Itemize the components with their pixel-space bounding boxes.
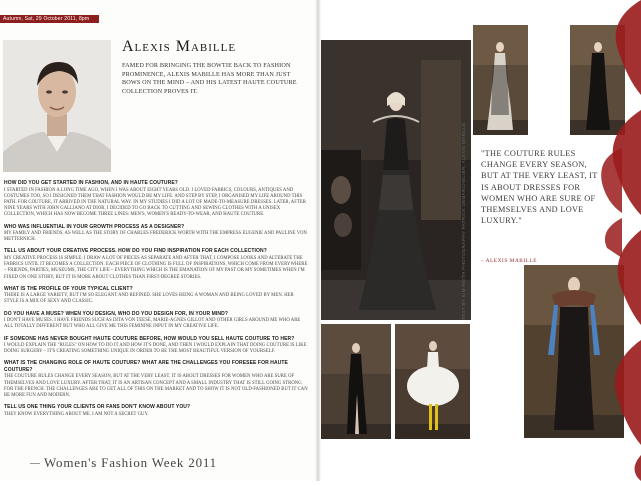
portrait-photo	[3, 40, 111, 172]
runway-photo-main	[321, 40, 471, 320]
answer: I STARTED IN FASHION A LONG TIME AGO, WHEN I WAS ABOUT EIGHT YEARS OLD. I LOVED FABRICS, COLOURS, ANTIQUES AND COSTUMES TOO, SO I DESIGNED THEM THAT FASHION WOULD BE MY LIFE. AND STEP BY STEP, I ORGANISED MY LIFE AROUND THIS PATH. FOR COUTURE, IT ARRIVED IN THE NATURAL WAY. IN MY STUDIES I DID A LOT OF MADE-TO-MEASURE DRESSES. LATER, AFTER NINE YEARS WITH JOHN GALLIANO AT DIOR, I DECIDED TO GO BACK TO CUTTING AND SEWING CLOTHES WITH A UNISEX COLLECTION, WHICH HAS NOW BECOME THREE LINES: MEN'S, WOMEN'S READY-TO-WEAR, AND HAUTE COUTURE.	[4, 187, 306, 218]
designer-portrait	[3, 40, 111, 172]
pull-quote-author: – ALEXIS MABILLE	[481, 258, 537, 264]
footer-rule	[30, 463, 40, 464]
answer: I WOULD EXPLAIN THE "RULES" ON HOW TO DO IT AND HOW IT'S DONE, AND THEN I WOULD EXPLAIN THAT DOING COUTURE IS LIKE DOING SURGERY – IT'S CREATING SOMETHING UNIQUE IN ORDER TO BE THE MOST BEAUTIFUL VERSION OF YOURSELF.	[4, 343, 307, 355]
answer: THEY KNOW EVERYTHING ABOUT ME. I AM NOT A SECRET GUY.	[4, 411, 149, 417]
question: IF SOMEONE HAS NEVER BOUGHT HAUTE COUTURE BEFORE, HOW WOULD YOU SELL HAUTE COUTURE TO HER?	[4, 335, 295, 342]
question: TELL US ABOUT YOUR CREATIVE PROCESS. HOW DO YOU FIND INSPIRATION FOR EACH COLLECTION?	[4, 248, 267, 255]
answer: MY CREATIVE PROCESS IS SIMPLE: I DRAW A LOT OF PIECES AS SEPARATE AND AFTER THAT, I COMPOSE LOOKS AND ALTERATE THE FABRICS UNTIL IT BECOMES A COLLECTION. EACH PIECE OF CLOTHING IS FULL OF INSPIRATIONS, WHICH COME FROM EVERYWHERE – FRIENDS, PARTIES, MUSEUMS, THE CITY LIFE – EVERYTHING WHICH IS THE EMANATION OF MY PAST OR MY SOMETIMES WHEN I'M FIXED ON ONE STORY, BUT IT IS MORE ABOUT CLOTHES THAN FIRST-DEGREE STORIES.	[4, 255, 308, 280]
question: WHAT IS THE CHANGING ROLE OF HAUTE COUTURE? WHAT ARE THE CHALLENGES YOU FORESEE FOR HAUTE COUTURE?	[4, 360, 288, 373]
interview-qa	[4, 180, 308, 450]
answer: THE COUTURE RULES CHANGE EVERY SEASON, BUT AT THE VERY LEAST, IT IS ABOUT DRESSES FOR WOMEN WHO ARE SURE OF THEMSELVES AND LOVE LUXURY. AFTER THAT, IT IS AN ARTISAN CONCEPT AND A SMALL INDUSTRY THAT IS STILL GOING STRONG FOR THE FRENCH. THE CHALLENGES ARE TO GET ALL OF THIS ON THE MARKET AND TO SHOW IT IS NOT OLD-FASHIONED BUT IT CAN BE MORE FUN AND MODERN.	[4, 374, 308, 399]
date-tag: Autumn, Sat, 29 October 2011, 8pm	[0, 15, 99, 23]
question: DO YOU HAVE A MUSE? WHEN YOU DESIGN, WHO DO YOU DESIGN FOR, IN YOUR MIND?	[4, 310, 228, 317]
photo-credit: TEXT BY KIM REITH PHOTOGRAPHY PATRICK DEMARCHELIER, ALEXIS MABILLE	[461, 122, 466, 320]
answer: I DON'T HAVE MUSES. I HAVE FRIENDS SUCH AS DITA VON TEESE, MARIE-AGNES GILLOT AND OTHER GIRLS AROUND ME WHO ARE ALL TOTALLY DIFFERENT BUT WHO ALL GIVE ME THIS FEMININE INPUT IN MY CREATIVE LIFE.	[4, 318, 301, 330]
runway-photo-gown-white	[473, 25, 528, 135]
runway-photo-slit-gown	[321, 324, 391, 439]
article-title: Alexis Mabille	[122, 38, 237, 55]
answer: MY FAMILY AND FRIENDS, AS WELL AS THE STORY OF CHARLES FREDERICK WORTH WITH THE EMPRESS EUGENIE AND PAULINE VON METTERNICH.	[4, 231, 307, 243]
question: TELL US ONE THING YOUR CLIENTS OR FANS DON'T KNOW ABOUT YOU?	[4, 404, 191, 411]
runway-photo-tulle	[395, 324, 470, 439]
footer-title: Women's Fashion Week 2011	[44, 455, 217, 470]
answer: THERE IS A LARGE VARIETY, BUT I'M SO ELEGANT AND REFINED. SHE LOVES BEING A WOMAN AND BEING LOVED BY MEN. HER STYLE IS A MIX OF SEXY AND CLASSIC.	[4, 293, 294, 305]
question: WHO WAS INFLUENTIAL IN YOUR GROWTH PROCESS AS A DESIGNER?	[4, 223, 185, 230]
damask-ornament-icon	[527, 138, 622, 258]
question: HOW DID YOU GET STARTED IN FASHION, AND IN HAUTE COUTURE?	[4, 180, 178, 186]
page-footer	[30, 455, 310, 477]
article-intro: FAMED FOR BRINGING THE BOWTIE BACK TO FASHION PROMINENCE, ALEXIS MABILLE HAS MORE THAN JUST BOWS ON THE MIND – AND HIS LATEST HAUTE COUTURE COLLECTION PROVES IT.	[122, 62, 297, 95]
question: WHAT IS THE PROFILE OF YOUR TYPICAL CLIENT?	[4, 285, 133, 292]
pull-quote: "THE COUTURE RULES CHANGE EVERY SEASON, BUT AT THE VERY LEAST, IT IS ABOUT DRESSES FOR WOMEN WHO ARE SURE OF THEMSELVES AND LOVE LUXURY."	[481, 149, 598, 226]
